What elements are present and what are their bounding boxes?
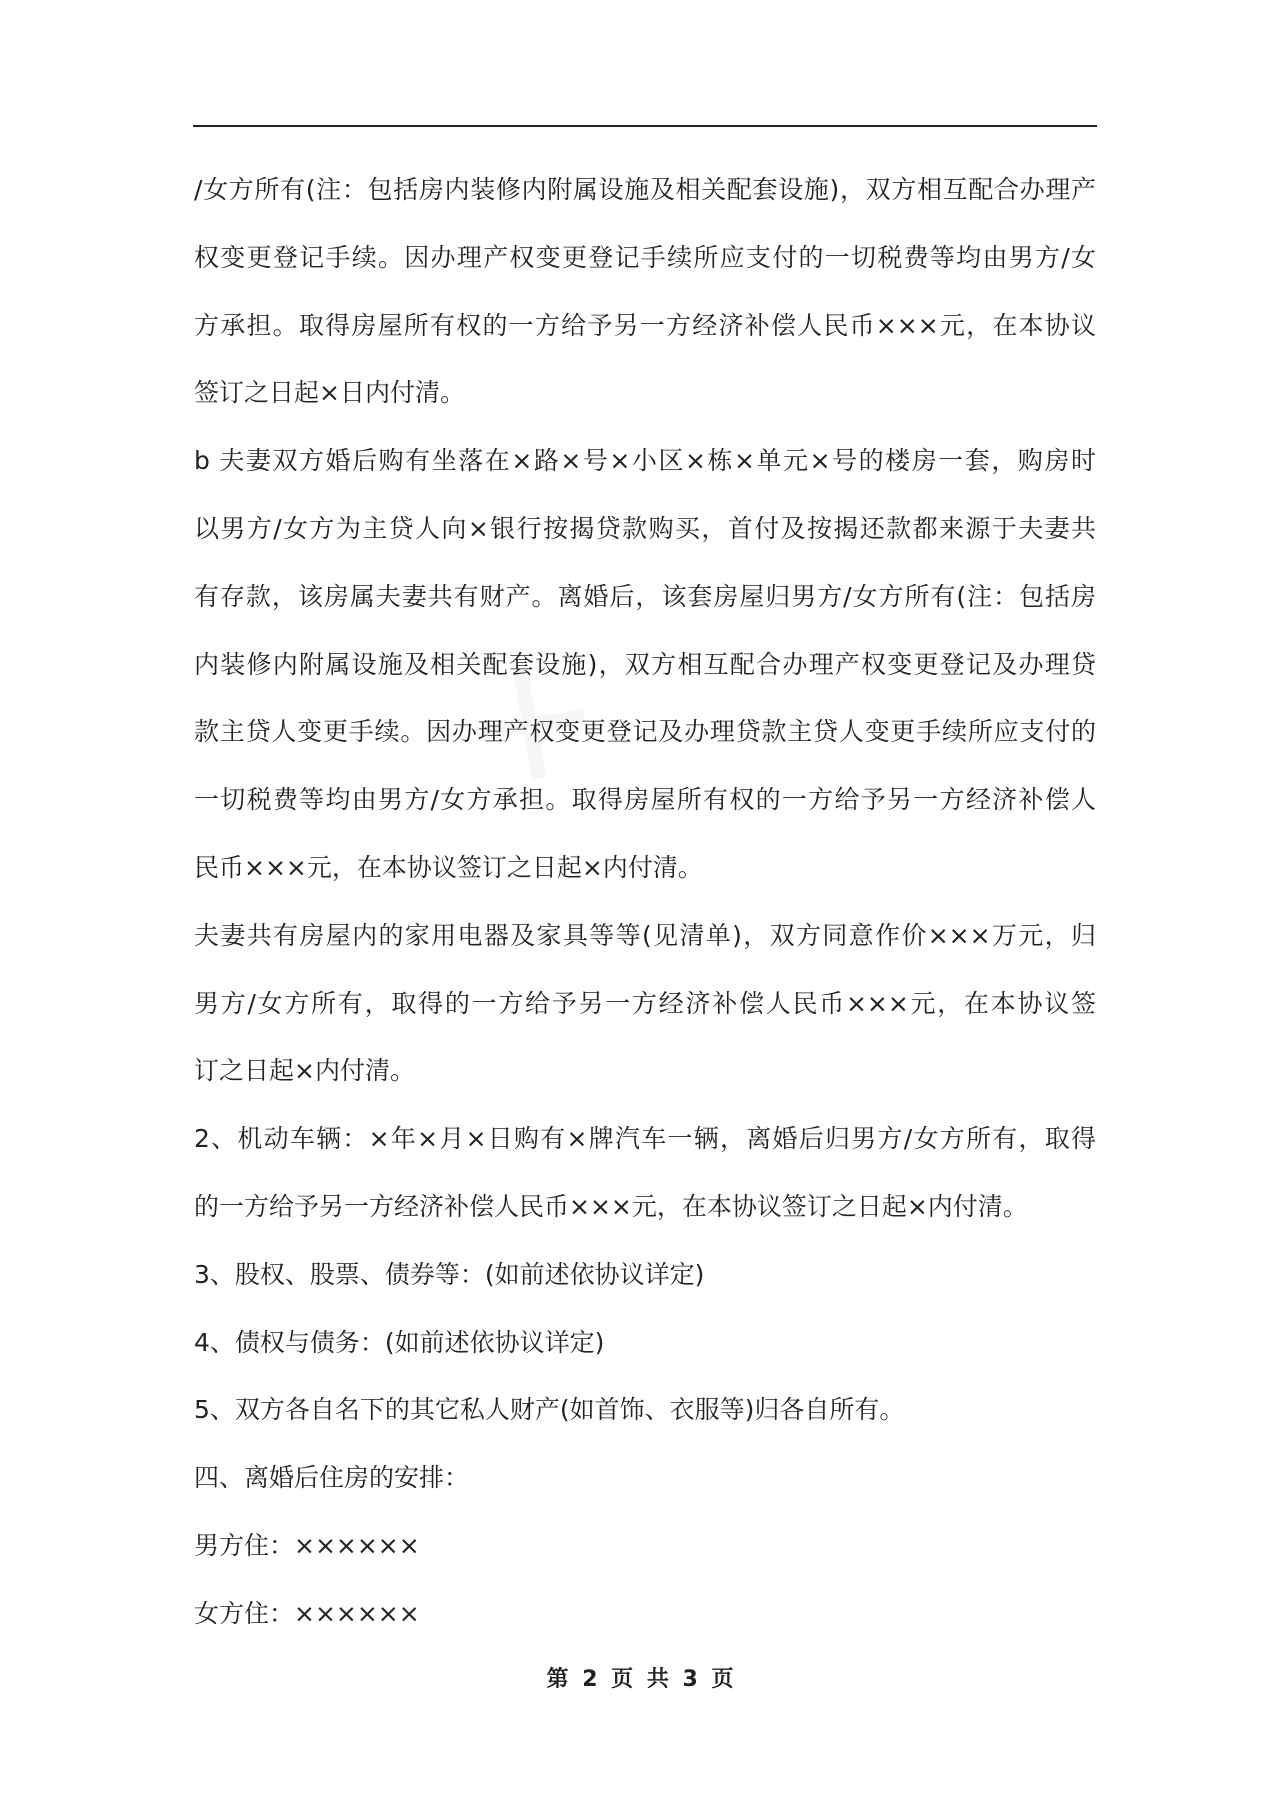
text-line: 3、股权、股票、债券等：(如前述依协议详定) bbox=[194, 1259, 705, 1289]
text-line: 有存款，该房属夫妻共有财产。离婚后，该套房屋归男方/女方所有(注：包括房 bbox=[194, 581, 1096, 611]
text-line: 四、离婚后住房的安排： bbox=[194, 1463, 470, 1493]
paragraph bbox=[194, 1248, 1096, 1316]
paragraph bbox=[194, 1451, 1096, 1519]
paragraph bbox=[194, 1519, 1096, 1587]
text-line: 夫妻共有房屋内的家用电器及家具等等(见清单)，双方同意作价×××万元，归 bbox=[194, 920, 1096, 950]
paragraph bbox=[194, 1112, 1096, 1248]
text-line: 的一方给予另一方经济补偿人民币×××元，在本协议签订之日起×内付清。 bbox=[194, 1191, 1028, 1221]
text-line: 2、机动车辆：×年×月×日购有×牌汽车一辆，离婚后归男方/女方所有，取得 bbox=[194, 1124, 1096, 1154]
text-line: 签订之日起×日内付清。 bbox=[194, 378, 465, 408]
document-body bbox=[194, 163, 1096, 1655]
text-line: 民币×××元，在本协议签订之日起×内付清。 bbox=[194, 852, 703, 882]
text-line: 5、双方各自名下的其它私人财产(如首饰、衣服等)归各自所有。 bbox=[194, 1395, 905, 1425]
text-line: /女方所有(注：包括房内装修内附属设施及相关配套设施)，双方相互配合办理产 bbox=[194, 175, 1096, 204]
text-line: 男方/女方所有，取得的一方给予另一方经济补偿人民币×××元，在本协议签 bbox=[194, 988, 1096, 1018]
text-line: 订之日起×内付清。 bbox=[194, 1056, 415, 1086]
page-number: 第 2 页 共 3 页 bbox=[546, 1667, 734, 1692]
paragraph bbox=[194, 1383, 1096, 1451]
text-line: 以男方/女方为主贷人向×银行按揭贷款购买，首付及按揭还款都来源于夫妻共 bbox=[194, 513, 1096, 543]
text-line: 一切税费等均由男方/女方承担。取得房屋所有权的一方给予另一方经济补偿人 bbox=[194, 785, 1096, 815]
paragraph bbox=[194, 434, 1096, 909]
text-line: 方承担。取得房屋所有权的一方给予另一方经济补偿人民币×××元，在本协议 bbox=[194, 310, 1096, 340]
text-line: 权变更登记手续。因办理产权变更登记手续所应支付的一切税费等均由男方/女 bbox=[194, 242, 1096, 272]
text-line: 女方住：×××××× bbox=[194, 1598, 420, 1628]
text-line: 款主贷人变更手续。因办理产权变更登记及办理贷款主贷人变更手续所应支付的 bbox=[194, 717, 1096, 747]
paragraph bbox=[194, 909, 1096, 1112]
header-rule bbox=[193, 125, 1097, 127]
text-line: 男方住：×××××× bbox=[194, 1530, 420, 1560]
paragraph bbox=[194, 1316, 1096, 1384]
paragraph bbox=[194, 1587, 1096, 1655]
text-line: 内装修内附属设施及相关配套设施)，双方相互配合办理产权变更登记及办理贷 bbox=[194, 649, 1096, 679]
paragraph bbox=[194, 163, 1096, 434]
text-line: 4、债权与债务：(如前述依协议详定) bbox=[194, 1327, 605, 1357]
text-line: b 夫妻双方婚后购有坐落在×路×号×小区×栋×单元×号的楼房一套，购房时 bbox=[194, 446, 1096, 476]
